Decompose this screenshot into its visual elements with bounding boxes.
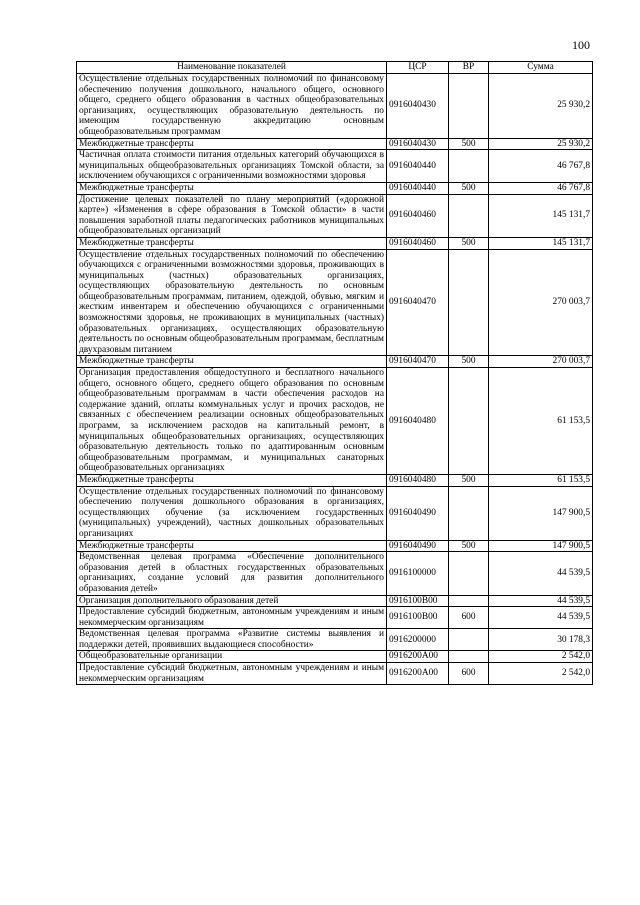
cell-csr: 0916200000 — [387, 629, 449, 651]
cell-name: Организация дополнительного образования детей — [77, 595, 387, 607]
cell-vr: 600 — [449, 607, 489, 629]
table-row — [77, 663, 593, 685]
table-row — [77, 150, 593, 183]
cell-sum: 61 153,5 — [489, 474, 593, 486]
cell-vr — [449, 629, 489, 651]
table-row — [77, 540, 593, 552]
table-row — [77, 356, 593, 368]
cell-name: Межбюджетные трансферты — [77, 474, 387, 486]
cell-name: Общеобразовательные организации — [77, 651, 387, 663]
table-row — [77, 194, 593, 237]
header-sum: Сумма — [489, 62, 593, 74]
cell-csr: 0916200A00 — [387, 651, 449, 663]
table-row — [77, 138, 593, 150]
cell-name: Достижение целевых показателей по плану мероприятий («дорожной карте») «Изменения в сфере образования в Томской области» в части повышения заработной платы педагогических работников муниципальных общеобразовательных организаций — [77, 194, 387, 237]
cell-csr: 0916040490 — [387, 540, 449, 552]
cell-csr: 0916100B00 — [387, 595, 449, 607]
cell-vr: 500 — [449, 237, 489, 249]
cell-vr: 600 — [449, 663, 489, 685]
cell-name: Межбюджетные трансферты — [77, 182, 387, 194]
cell-name: Организация предоставления общедоступного и бесплатного начального общего, основного общего, среднего общего образования по основным общеобразовательным программам в части обеспечения расходов на содержание зданий, оплаты коммунальных услуг и прочих расходов, не связанных с обеспечением реализации основных общеобразовательных программ, за исключением расходов на капитальный ремонт, в муниципальных общеобразовательных организациях, осуществляющих образовательную деятельность только по адаптированным основным общеобразовательным программам, и муниципальных санаторных общеобразовательных организациях — [77, 368, 387, 475]
table-row — [77, 368, 593, 475]
cell-sum: 270 003,7 — [489, 249, 593, 356]
cell-sum: 147 900,5 — [489, 540, 593, 552]
cell-csr: 0916040480 — [387, 474, 449, 486]
table-row — [77, 249, 593, 356]
page-number: 100 — [572, 38, 590, 52]
cell-csr: 0916040470 — [387, 249, 449, 356]
cell-sum: 270 003,7 — [489, 356, 593, 368]
cell-sum: 44 539,5 — [489, 607, 593, 629]
table-row — [77, 474, 593, 486]
cell-sum: 145 131,7 — [489, 237, 593, 249]
cell-csr: 0916040440 — [387, 150, 449, 183]
cell-sum: 147 900,5 — [489, 486, 593, 540]
header-csr: ЦСР — [387, 62, 449, 74]
cell-csr: 0916040470 — [387, 356, 449, 368]
cell-sum: 25 930,2 — [489, 138, 593, 150]
cell-vr — [449, 194, 489, 237]
table-row — [77, 237, 593, 249]
cell-name: Межбюджетные трансферты — [77, 540, 387, 552]
cell-vr: 500 — [449, 540, 489, 552]
cell-name: Предоставление субсидий бюджетным, автономным учреждениям и иным некоммерческим организациям — [77, 607, 387, 629]
cell-vr — [449, 74, 489, 139]
header-row — [77, 62, 593, 74]
cell-sum: 46 767,8 — [489, 150, 593, 183]
cell-name: Частичная оплата стоимости питания отдельных категорий обучающихся в муниципальных общеобразовательных организациях Томской области, за исключением обучающихся с ограниченными возможностями здоровья — [77, 150, 387, 183]
cell-csr: 0916040460 — [387, 194, 449, 237]
cell-sum: 46 767,8 — [489, 182, 593, 194]
cell-csr: 0916040480 — [387, 368, 449, 475]
cell-csr: 0916040430 — [387, 138, 449, 150]
table-row — [77, 552, 593, 595]
cell-vr: 500 — [449, 474, 489, 486]
table-header — [77, 62, 593, 74]
table-row — [77, 607, 593, 629]
cell-csr: 0916040460 — [387, 237, 449, 249]
cell-name: Осуществление отдельных государственных полномочий по финансовому обеспечению получения дошкольного, начального общего, основного общего, среднего общего образования в частных общеобразовательных организациях, осуществляющих образовательную деятельность по имеющим государственную аккредитацию основным общеобразовательным программам — [77, 74, 387, 139]
cell-vr — [449, 150, 489, 183]
cell-name: Межбюджетные трансферты — [77, 138, 387, 150]
table-row — [77, 595, 593, 607]
cell-name: Ведомственная целевая программа «Развитие системы выявления и поддержки детей, проявивших выдающиеся способности» — [77, 629, 387, 651]
cell-vr — [449, 552, 489, 595]
cell-name: Осуществление отдельных государственных полномочий по обеспечению обучающихся с ограниченными возможностями здоровья, проживающих в муниципальных (частных) образовательных организациях, осуществляющих образовательную деятельность по основным общеобразовательным программам, питанием, одеждой, обувью, мягким и жестким инвентарем и обеспечению обучающихся с ограниченными возможностями здоровья, не проживающих в муниципальных (частных) образовательных организациях, осуществляющих образовательную деятельность по основным общеобразовательным программам, бесплатным двухразовым питанием — [77, 249, 387, 356]
cell-sum: 61 153,5 — [489, 368, 593, 475]
cell-sum: 2 542,0 — [489, 651, 593, 663]
table-row — [77, 629, 593, 651]
cell-sum: 44 539,5 — [489, 595, 593, 607]
cell-sum: 2 542,0 — [489, 663, 593, 685]
cell-name: Ведомственная целевая программа «Обеспечение дополнительного образования детей в областных государственных образовательных организациях, создание условий для развития дополнительного образования детей» — [77, 552, 387, 595]
table-row — [77, 182, 593, 194]
cell-csr: 0916040430 — [387, 74, 449, 139]
budget-table — [76, 61, 593, 685]
header-name: Наименование показателей — [77, 62, 387, 74]
cell-vr: 500 — [449, 138, 489, 150]
cell-name: Межбюджетные трансферты — [77, 356, 387, 368]
header-vr: ВР — [449, 62, 489, 74]
table-row — [77, 486, 593, 540]
cell-sum: 145 131,7 — [489, 194, 593, 237]
cell-vr — [449, 486, 489, 540]
cell-vr — [449, 249, 489, 356]
cell-sum: 44 539,5 — [489, 552, 593, 595]
cell-csr: 0916040490 — [387, 486, 449, 540]
cell-vr: 500 — [449, 182, 489, 194]
cell-name: Предоставление субсидий бюджетным, автономным учреждениям и иным некоммерческим организациям — [77, 663, 387, 685]
cell-name: Межбюджетные трансферты — [77, 237, 387, 249]
table-body — [77, 74, 593, 685]
cell-vr — [449, 595, 489, 607]
cell-sum: 30 178,3 — [489, 629, 593, 651]
cell-vr — [449, 651, 489, 663]
table-row — [77, 651, 593, 663]
cell-vr — [449, 368, 489, 475]
cell-sum: 25 930,2 — [489, 74, 593, 139]
cell-csr: 0916040440 — [387, 182, 449, 194]
cell-csr: 0916100B00 — [387, 607, 449, 629]
cell-vr: 500 — [449, 356, 489, 368]
cell-csr: 0916200A00 — [387, 663, 449, 685]
table-row — [77, 74, 593, 139]
cell-csr: 0916100000 — [387, 552, 449, 595]
cell-name: Осуществление отдельных государственных полномочий по финансовому обеспечению получения дошкольного образования в организациях, осуществляющих обучение (за исключением государственных (муниципальных) учреждений), частных дошкольных образовательных организациях — [77, 486, 387, 540]
